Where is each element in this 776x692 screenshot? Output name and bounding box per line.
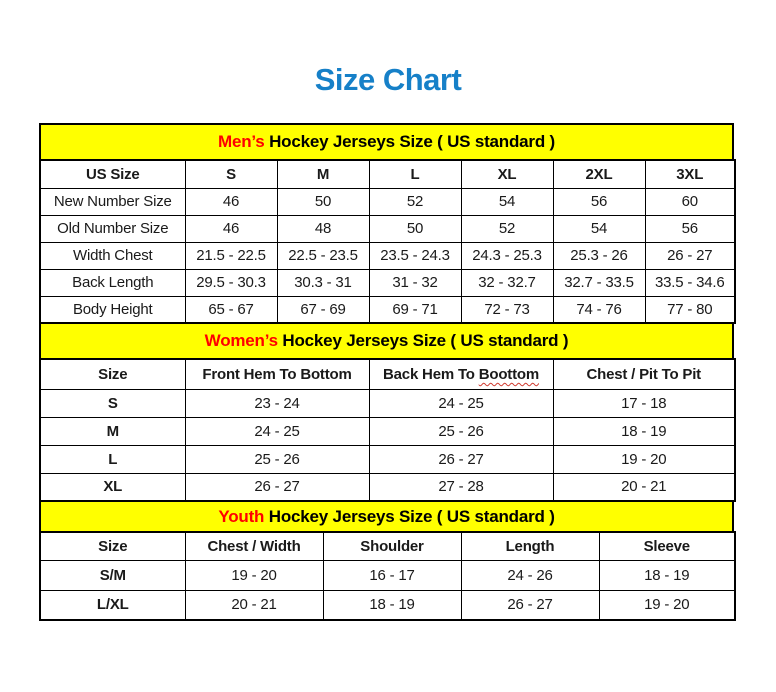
table-row [40, 242, 735, 269]
table-cell: 18 - 19 [553, 417, 735, 445]
column-header: Sleeve [599, 532, 735, 560]
table-row [40, 389, 735, 417]
table-cell: 60 [645, 188, 735, 215]
column-header: Chest / Pit To Pit [553, 359, 735, 389]
table-cell: 22.5 - 23.5 [277, 242, 369, 269]
table-cell: 26 - 27 [645, 242, 735, 269]
womens-section-highlight: Women’s [204, 331, 278, 350]
table-row [40, 473, 735, 501]
table-cell: 25.3 - 26 [553, 242, 645, 269]
table-cell: 32.7 - 33.5 [553, 269, 645, 296]
table-cell: 19 - 20 [185, 560, 323, 590]
table-cell: 19 - 20 [553, 445, 735, 473]
row-label: S [40, 389, 185, 417]
table-cell: 23.5 - 24.3 [369, 242, 461, 269]
table-cell: 56 [553, 188, 645, 215]
row-label: XL [40, 473, 185, 501]
table-cell: 72 - 73 [461, 296, 553, 323]
column-header: S [185, 160, 277, 188]
table-cell: 18 - 19 [323, 590, 461, 620]
table-row [40, 590, 735, 620]
column-header: 3XL [645, 160, 735, 188]
table-cell: 24.3 - 25.3 [461, 242, 553, 269]
column-header: Chest / Width [185, 532, 323, 560]
table-cell: 65 - 67 [185, 296, 277, 323]
table-row [40, 296, 735, 323]
row-label: Back Length [40, 269, 185, 296]
table-cell: 52 [461, 215, 553, 242]
table-row [40, 417, 735, 445]
column-header: Length [461, 532, 599, 560]
table-cell: 25 - 26 [185, 445, 369, 473]
table-cell: 46 [185, 215, 277, 242]
table-cell: 30.3 - 31 [277, 269, 369, 296]
table-cell: 56 [645, 215, 735, 242]
column-header: Size [40, 359, 185, 389]
youth-section-highlight: Youth [218, 506, 265, 526]
column-header: M [277, 160, 369, 188]
table-cell: 54 [461, 188, 553, 215]
youth-size-table [39, 531, 736, 621]
table-cell: 46 [185, 188, 277, 215]
table-cell: 18 - 19 [599, 560, 735, 590]
mens-section-highlight: Men’s [218, 132, 265, 151]
mens-size-table [39, 159, 736, 324]
column-header: Size [40, 532, 185, 560]
table-cell: 20 - 21 [553, 473, 735, 501]
table-cell: 25 - 26 [369, 417, 553, 445]
table-cell: 24 - 25 [369, 389, 553, 417]
table-cell: 27 - 28 [369, 473, 553, 501]
column-header: Shoulder [323, 532, 461, 560]
row-label: M [40, 417, 185, 445]
table-row [40, 215, 735, 242]
table-cell: 21.5 - 22.5 [185, 242, 277, 269]
youth-section-header [39, 500, 734, 533]
table-cell: 20 - 21 [185, 590, 323, 620]
table-cell: 24 - 25 [185, 417, 369, 445]
table-cell: 26 - 27 [461, 590, 599, 620]
table-cell: 54 [553, 215, 645, 242]
table-cell: 52 [369, 188, 461, 215]
row-label: New Number Size [40, 188, 185, 215]
table-cell: 50 [369, 215, 461, 242]
womens-section-header [39, 322, 734, 360]
mens-section-title: Hockey Jerseys Size ( US standard ) [264, 132, 555, 151]
table-cell: 50 [277, 188, 369, 215]
table-row [40, 269, 735, 296]
table-header-row [40, 359, 735, 389]
row-label: S/M [40, 560, 185, 590]
page-title: Size Chart [314, 62, 462, 97]
table-cell: 74 - 76 [553, 296, 645, 323]
table-cell: 48 [277, 215, 369, 242]
table-cell: 67 - 69 [277, 296, 369, 323]
table-row [40, 445, 735, 473]
table-header-row [40, 532, 735, 560]
column-header: L [369, 160, 461, 188]
table-cell: 24 - 26 [461, 560, 599, 590]
misspelled-word: Boottom [478, 365, 539, 383]
youth-section-title: Hockey Jerseys Size ( US standard ) [264, 506, 555, 526]
womens-section-title: Hockey Jerseys Size ( US standard ) [277, 331, 569, 350]
column-header-misspelled: Back Hem To Boottom [369, 359, 553, 389]
mens-section-header [39, 123, 734, 161]
table-cell: 77 - 80 [645, 296, 735, 323]
womens-size-table [39, 358, 736, 502]
table-cell: 33.5 - 34.6 [645, 269, 735, 296]
row-label: Width Chest [40, 242, 185, 269]
row-label: Old Number Size [40, 215, 185, 242]
column-header: Front Hem To Bottom [185, 359, 369, 389]
table-cell: 29.5 - 30.3 [185, 269, 277, 296]
size-chart [39, 123, 734, 621]
table-cell: 26 - 27 [185, 473, 369, 501]
table-cell: 69 - 71 [369, 296, 461, 323]
table-cell: 31 - 32 [369, 269, 461, 296]
table-row [40, 188, 735, 215]
table-cell: 32 - 32.7 [461, 269, 553, 296]
row-label: L/XL [40, 590, 185, 620]
row-label: Body Height [40, 296, 185, 323]
table-cell: 17 - 18 [553, 389, 735, 417]
column-header: US Size [40, 160, 185, 188]
table-cell: 23 - 24 [185, 389, 369, 417]
row-label: L [40, 445, 185, 473]
column-header: 2XL [553, 160, 645, 188]
table-cell: 19 - 20 [599, 590, 735, 620]
table-cell: 26 - 27 [369, 445, 553, 473]
table-header-row [40, 160, 735, 188]
column-header: XL [461, 160, 553, 188]
table-row [40, 560, 735, 590]
table-cell: 16 - 17 [323, 560, 461, 590]
